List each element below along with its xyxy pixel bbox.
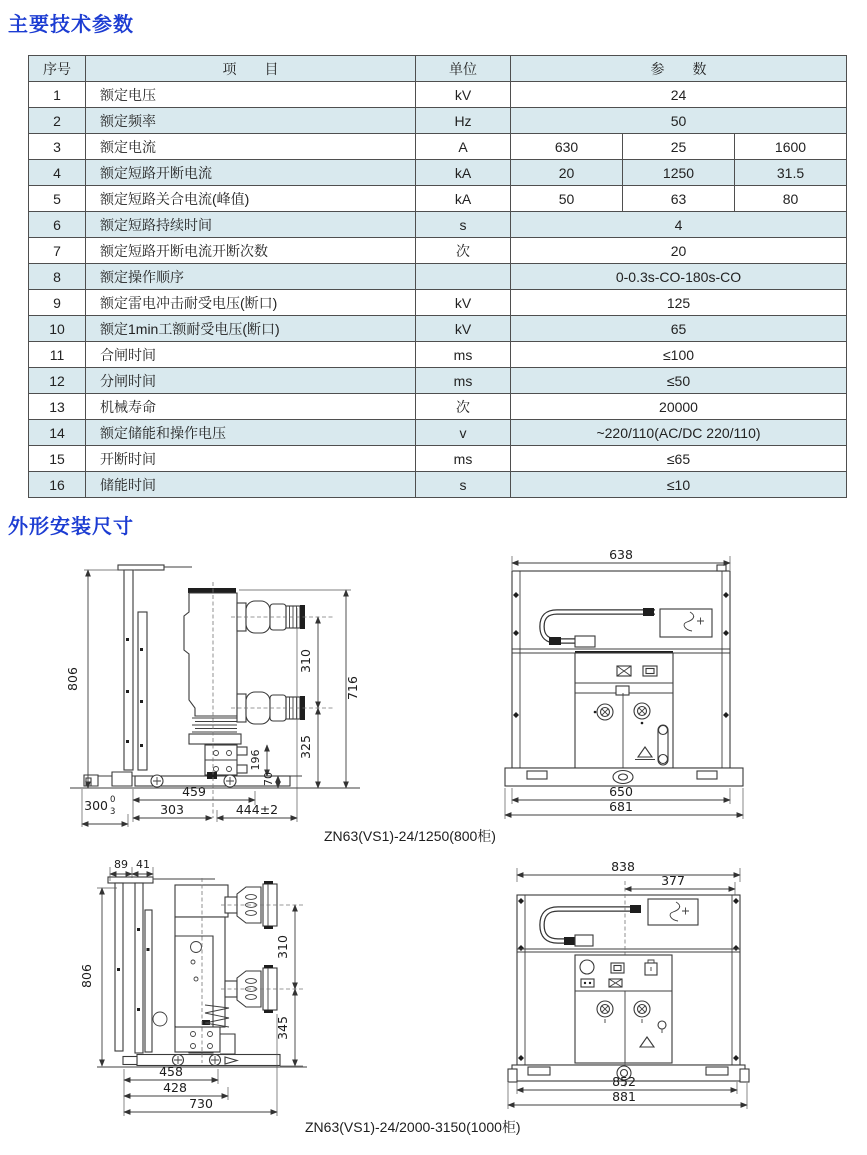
table-header-row — [29, 56, 847, 82]
row-value: ≤10 — [511, 472, 847, 498]
section-title-dimensions: 外形安装尺寸 — [8, 516, 134, 538]
row-value: 20 — [511, 238, 847, 264]
section-title-parameters: 主要技术参数 — [8, 14, 134, 36]
row-value: 630 — [511, 134, 623, 160]
dimension-310-345 — [275, 905, 303, 1066]
row-unit: ms — [416, 342, 511, 368]
row-no: 13 — [29, 394, 86, 420]
plug-connector — [648, 899, 698, 925]
row-unit: 次 — [416, 394, 511, 420]
dimension-838 — [517, 859, 740, 882]
svg-text:89: 89 — [114, 858, 128, 871]
row-item: 额定频率 — [86, 108, 416, 134]
dimension-806 — [79, 888, 117, 1066]
row-unit: kA — [416, 160, 511, 186]
row-value: 50 — [511, 108, 847, 134]
row-no: 12 — [29, 368, 86, 394]
row-value: 125 — [511, 290, 847, 316]
table-row — [29, 394, 847, 420]
row-unit: kA — [416, 186, 511, 212]
svg-text:852: 852 — [612, 1074, 636, 1089]
table-row — [29, 342, 847, 368]
front-view-1000-drawing — [490, 855, 775, 1113]
row-value: 1600 — [735, 134, 847, 160]
svg-text:0: 0 — [110, 795, 116, 805]
svg-text:459: 459 — [182, 784, 206, 799]
row-unit: A — [416, 134, 511, 160]
row-unit: v — [416, 420, 511, 446]
row-item: 额定短路关合电流(峰值) — [86, 186, 416, 212]
svg-text:41: 41 — [136, 858, 150, 871]
row-no: 6 — [29, 212, 86, 238]
svg-text:377: 377 — [661, 873, 685, 888]
row-unit: kV — [416, 316, 511, 342]
row-unit: 次 — [416, 238, 511, 264]
col-header-item: 项 目 — [86, 56, 416, 82]
side-view-800-drawing — [40, 548, 470, 840]
row-item: 额定短路持续时间 — [86, 212, 416, 238]
row-value: 25 — [623, 134, 735, 160]
breaker-front-panel — [575, 955, 672, 1063]
table-row — [29, 238, 847, 264]
row-item: 额定短路开断电流 — [86, 160, 416, 186]
row-value: 20000 — [511, 394, 847, 420]
row-item: 开断时间 — [86, 446, 416, 472]
row-unit: s — [416, 212, 511, 238]
row-item: 额定操作顺序 — [86, 264, 416, 290]
row-unit: kV — [416, 82, 511, 108]
row-no: 5 — [29, 186, 86, 212]
svg-text:838: 838 — [611, 859, 635, 874]
table-row — [29, 420, 847, 446]
svg-text:716: 716 — [345, 676, 360, 700]
table-row — [29, 316, 847, 342]
row-value: 1250 — [623, 160, 735, 186]
row-item: 额定短路开断电流开断次数 — [86, 238, 416, 264]
svg-text:681: 681 — [609, 799, 633, 814]
svg-text:3: 3 — [110, 807, 116, 817]
svg-text:300: 300 — [84, 798, 108, 813]
row-item: 合闸时间 — [86, 342, 416, 368]
breaker-body — [184, 588, 241, 744]
svg-text:428: 428 — [163, 1080, 187, 1095]
svg-text:881: 881 — [612, 1089, 636, 1104]
svg-text:325: 325 — [298, 735, 313, 759]
svg-text:638: 638 — [609, 547, 633, 562]
col-header-unit: 单位 — [416, 56, 511, 82]
svg-text:310: 310 — [298, 649, 313, 673]
table-row — [29, 368, 847, 394]
svg-text:730: 730 — [189, 1096, 213, 1111]
row-no: 8 — [29, 264, 86, 290]
svg-text:303: 303 — [160, 802, 184, 817]
row-unit: Hz — [416, 108, 511, 134]
row-no: 2 — [29, 108, 86, 134]
row-item: 额定雷电冲击耐受电压(断口) — [86, 290, 416, 316]
row-item: 储能时间 — [86, 472, 416, 498]
row-value: 50 — [511, 186, 623, 212]
table-row — [29, 446, 847, 472]
breaker-front-panel — [575, 651, 673, 768]
table-row — [29, 212, 847, 238]
row-no: 11 — [29, 342, 86, 368]
col-header-param: 参 数 — [511, 56, 847, 82]
svg-text:310: 310 — [275, 935, 290, 959]
row-unit: s — [416, 472, 511, 498]
table-row — [29, 82, 847, 108]
drawing-caption-1000: ZN63(VS1)-24/2000-3150(1000柜) — [305, 1119, 521, 1135]
svg-text:70: 70 — [262, 772, 275, 786]
svg-text:444±2: 444±2 — [235, 802, 279, 817]
row-item: 额定1min工额耐受电压(断口) — [86, 316, 416, 342]
row-value: 4 — [511, 212, 847, 238]
svg-text:458: 458 — [159, 1064, 183, 1079]
row-value: 65 — [511, 316, 847, 342]
table-row — [29, 108, 847, 134]
row-no: 14 — [29, 420, 86, 446]
row-unit: kV — [416, 290, 511, 316]
row-no: 9 — [29, 290, 86, 316]
row-value: 80 — [735, 186, 847, 212]
row-no: 10 — [29, 316, 86, 342]
row-value: 24 — [511, 82, 847, 108]
dimension-638 — [512, 547, 730, 570]
front-view-800-drawing — [495, 545, 770, 830]
row-no: 15 — [29, 446, 86, 472]
row-item: 额定电流 — [86, 134, 416, 160]
row-no: 3 — [29, 134, 86, 160]
drawing-caption-800: ZN63(VS1)-24/1250(800柜) — [324, 828, 496, 844]
side-view-1000-drawing — [75, 848, 420, 1120]
row-no: 7 — [29, 238, 86, 264]
svg-text:806: 806 — [79, 964, 94, 988]
dimension-196 — [249, 745, 267, 776]
table-row — [29, 264, 847, 290]
row-value: ≤65 — [511, 446, 847, 472]
row-value: 20 — [511, 160, 623, 186]
row-item: 额定储能和操作电压 — [86, 420, 416, 446]
dimension-650-681 — [505, 784, 743, 819]
row-value: ≤50 — [511, 368, 847, 394]
row-item: 机械寿命 — [86, 394, 416, 420]
row-item: 额定电压 — [86, 82, 416, 108]
dimension-377 — [625, 873, 735, 895]
spec-table — [28, 55, 847, 498]
row-no: 1 — [29, 82, 86, 108]
table-row — [29, 472, 847, 498]
row-value: ≤100 — [511, 342, 847, 368]
row-unit: ms — [416, 368, 511, 394]
support-block — [205, 745, 247, 775]
row-unit: ms — [416, 446, 511, 472]
row-item: 分闸时间 — [86, 368, 416, 394]
row-unit — [416, 264, 511, 290]
svg-text:806: 806 — [65, 667, 80, 691]
row-value: 0-0.3s-CO-180s-CO — [511, 264, 847, 290]
row-value: 31.5 — [735, 160, 847, 186]
svg-text:196: 196 — [249, 749, 262, 771]
table-row — [29, 160, 847, 186]
table-row — [29, 186, 847, 212]
mounting-plates — [118, 565, 192, 770]
table-row — [29, 134, 847, 160]
row-value: 63 — [623, 186, 735, 212]
plug-connector — [660, 609, 712, 637]
row-no: 4 — [29, 160, 86, 186]
svg-text:345: 345 — [275, 1016, 290, 1040]
table-row — [29, 290, 847, 316]
col-header-no: 序号 — [29, 56, 86, 82]
row-value: ~220/110(AC/DC 220/110) — [511, 420, 847, 446]
row-no: 16 — [29, 472, 86, 498]
svg-text:650: 650 — [609, 784, 633, 799]
racking-handle — [658, 725, 668, 765]
base-truck — [70, 772, 360, 788]
